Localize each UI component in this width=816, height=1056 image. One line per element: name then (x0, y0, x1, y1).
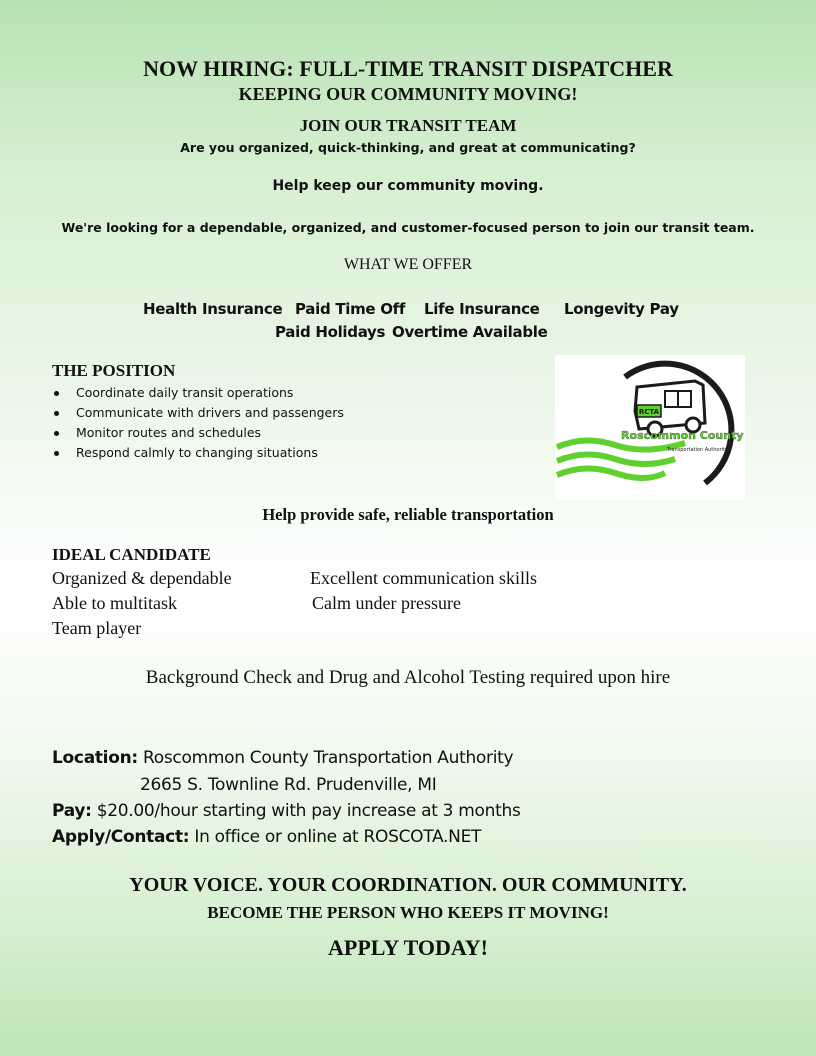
logo-sub-text: Transportation Authority (667, 447, 728, 453)
apply-today: APPLY TODAY! (328, 935, 488, 960)
closing-slogan: YOUR VOICE. YOUR COORDINATION. OUR COMMUNITY. (129, 874, 687, 896)
trait-item: Organized & dependable (52, 568, 232, 588)
duty-text: Coordinate daily transit operations (76, 385, 294, 400)
logo-name-text: Roscommon County (621, 429, 744, 442)
benefit-item: Longevity Pay (564, 300, 679, 318)
closing-subslogan: BECOME THE PERSON WHO KEEPS IT MOVING! (207, 903, 609, 922)
benefit-item: Life Insurance (424, 300, 540, 318)
bullet-icon (54, 451, 59, 456)
safe-transport-statement: Help provide safe, reliable transportation (262, 505, 554, 524)
apply-contact-line (52, 827, 481, 847)
intro-question: Are you organized, quick-thinking, and great at communicating? (180, 140, 636, 155)
position-heading: THE POSITION (52, 361, 176, 380)
location-label: Location: (52, 748, 138, 768)
ideal-candidate-heading: IDEAL CANDIDATE (52, 545, 211, 564)
apply-contact-value: In office or online at ROSCOTA.NET (194, 827, 482, 847)
position-duties-list (52, 383, 344, 463)
duty-text: Respond calmly to changing situations (76, 445, 318, 460)
bus-logo-icon (555, 355, 745, 500)
looking-for-statement: We're looking for a dependable, organized, and customer-focused person to join our transit team. (61, 220, 755, 235)
requirements-note: Background Check and Drug and Alcohol Testing required upon hire (145, 667, 671, 688)
pay-value: $20.00/hour starting with pay increase at 3 months (96, 801, 521, 821)
list-item (52, 443, 344, 463)
location-value: Roscommon County Transportation Authority (143, 748, 514, 768)
trait-item: Able to multitask (52, 593, 177, 613)
duty-text: Monitor routes and schedules (76, 425, 262, 440)
job-headline: NOW HIRING: FULL-TIME TRANSIT DISPATCHER (143, 56, 673, 81)
location-line (52, 748, 513, 768)
help-keep-moving: Help keep our community moving. (272, 178, 544, 194)
list-item (52, 383, 344, 403)
pay-label: Pay: (52, 801, 92, 821)
what-we-offer-heading: WHAT WE OFFER (343, 256, 473, 273)
benefit-item: Overtime Available (392, 323, 548, 341)
duty-text: Communicate with drivers and passengers (76, 405, 344, 420)
rcta-logo (555, 355, 745, 500)
list-item (52, 403, 344, 423)
bullet-icon (54, 431, 59, 436)
trait-item: Team player (52, 618, 142, 638)
address-line: 2665 S. Townline Rd. Prudenville, MI (140, 775, 437, 795)
benefit-item: Paid Time Off (295, 300, 406, 318)
benefit-item: Paid Holidays (275, 323, 386, 341)
trait-item: Excellent communication skills (310, 568, 537, 588)
bullet-icon (54, 391, 59, 396)
pay-line (52, 801, 521, 821)
list-item (52, 423, 344, 443)
trait-item: Calm under pressure (312, 593, 461, 613)
join-team-heading: JOIN OUR TRANSIT TEAM (299, 116, 517, 135)
benefit-item: Health Insurance (143, 300, 283, 318)
logo-badge-text: RCTA (638, 408, 660, 416)
apply-contact-label: Apply/Contact: (52, 827, 190, 847)
tagline: KEEPING OUR COMMUNITY MOVING! (238, 84, 578, 104)
bullet-icon (54, 411, 59, 416)
